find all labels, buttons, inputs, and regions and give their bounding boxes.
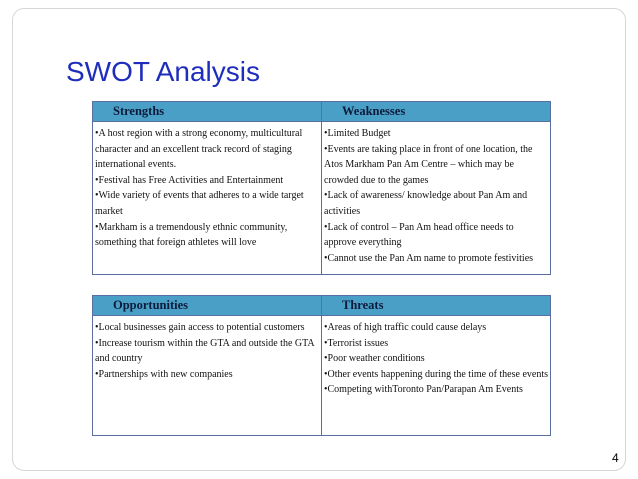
weakness-item: •Cannot use the Pan Am name to promote festivities [324,252,534,264]
threat-item: •Areas of high traffic could cause delays [324,322,487,333]
strength-item: •Festival has Free Activities and Entertainment [95,174,284,186]
opportunities-threats-table [92,295,551,436]
weakness-item: •Limited Budget [324,128,391,139]
strengths-heading: Strengths [93,102,322,122]
opportunity-item: •Partnerships with new companies [95,368,233,380]
threat-item: •Terrorist issues [324,337,389,349]
opportunity-item: •Increase tourism within the GTA and outside the GTA and country [95,337,315,365]
strength-item: •Wide variety of events that adheres to a wide target market [95,190,304,217]
opportunity-item: •Local businesses gain access to potential customers [95,322,305,333]
weakness-item: •Events are taking place in front of one location, the Atos Markham Pan Am Centre – which may be crowded due to the games [324,143,533,186]
slide-title: SWOT Analysis [66,56,260,87]
threats-cell [322,316,551,436]
opportunities-heading: Opportunities [93,296,322,316]
weaknesses-cell [322,122,551,275]
threats-heading: Threats [322,296,551,316]
page-number: 4 [612,451,619,465]
threat-item: •Competing withToronto Pan/Parapan Am Events [324,384,523,396]
weakness-item: •Lack of control – Pan Am head office needs to approve everything [324,221,514,249]
weaknesses-heading: Weaknesses [322,102,551,122]
opportunities-cell [93,316,322,436]
threat-item: •Poor weather conditions [324,353,425,365]
strength-item: •A host region with a strong economy, multicultural character and an excellent track record of staging international events. [95,128,303,171]
strengths-weaknesses-table [92,101,551,275]
strengths-cell [93,122,322,275]
weakness-item: •Lack of awareness/ knowledge about Pan Am and activities [324,190,528,217]
threat-item: •Other events happening during the time of these events [324,368,548,380]
strength-item: •Markham is a tremendously ethnic community, something that foreign athletes will love [95,221,288,249]
